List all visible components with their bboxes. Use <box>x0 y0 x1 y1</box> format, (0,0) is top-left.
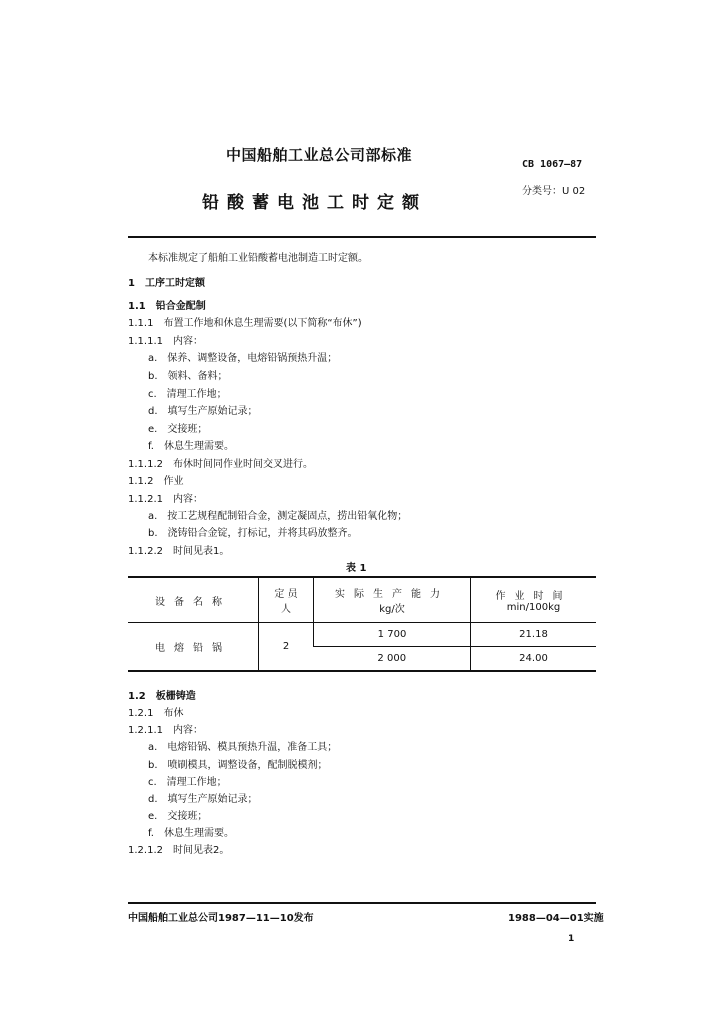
clause-1-2-1-1: 1.2.1.1 内容： <box>128 725 203 736</box>
list-item: b. 浇铸铅合金锭，打标记，并将其码放整齐。 <box>148 528 358 539</box>
clause-1-1-1-1: 1.1.1.1 内容： <box>128 336 203 347</box>
section-1-2-heading: 1.2 板栅铸造 <box>128 691 196 702</box>
crew-count: 2 <box>282 640 290 652</box>
effective-date: 1988—04—01实施 <box>508 913 604 924</box>
capacity-value: 2 000 <box>377 652 407 664</box>
work-time-value: 24.00 <box>519 652 548 664</box>
clause-1-2-1: 1.2.1 布休 <box>128 708 184 719</box>
clause-1-1-1: 1.1.1 布置工作地和休息生理需要(以下简称“布休”) <box>128 318 362 329</box>
capacity-value: 1 700 <box>377 629 407 640</box>
list-item: a. 电熔铅锅、模具预热升温，准备工具； <box>148 742 338 753</box>
list-item: f. 休息生理需要。 <box>148 441 234 452</box>
standard-code: CB 1067—87 <box>522 159 583 170</box>
equipment-name: 电熔铅锅 <box>155 642 231 654</box>
list-item: b. 喷刷模具，调整设备，配制脱模剂； <box>148 760 328 771</box>
work-time-value: 21.18 <box>519 629 548 640</box>
header-divider <box>128 236 596 238</box>
intro-text: 本标准规定了船舶工业铅酸蓄电池制造工时定额。 <box>148 253 368 264</box>
issuing-organization: 中国船舶工业总公司部标准 <box>226 146 413 164</box>
table-1-caption: 表 1 <box>346 563 367 574</box>
classification-number: 分类号：U 02 <box>522 186 586 197</box>
list-item: c. 清理工作地； <box>148 389 227 400</box>
list-item: a. 保养、调整设备，电熔铅锅预热升温； <box>148 353 338 364</box>
clause-1-1-2: 1.1.2 作业 <box>128 476 184 487</box>
header-crew: 定 员 <box>274 589 298 600</box>
table-1 <box>128 576 596 672</box>
header-work-time-unit: min/100kg <box>506 602 561 613</box>
header-work-time: 作业时间 <box>495 591 572 602</box>
clause-1-1-2-2: 1.1.2.2 时间见表1。 <box>128 546 230 557</box>
list-item: d. 填写生产原始记录； <box>148 406 258 417</box>
clause-1-1-1-2: 1.1.1.2 布休时间同作业时间交叉进行。 <box>128 459 313 470</box>
list-item: c. 清理工作地； <box>148 777 227 788</box>
list-item: f. 休息生理需要。 <box>148 828 234 839</box>
issue-date: 中国船舶工业总公司1987—11—10发布 <box>128 913 314 924</box>
list-item: d. 填写生产原始记录； <box>148 794 258 805</box>
header-equipment: 设备名称 <box>155 596 231 608</box>
clause-1-1-2-1: 1.1.2.1 内容： <box>128 494 203 505</box>
document-title: 铅酸蓄电池工时定额 <box>202 193 427 213</box>
list-item: a. 按工艺规程配制铅合金，测定凝固点，捞出铅氧化物； <box>148 511 408 522</box>
header-capacity: 实际生产能力 <box>335 589 449 600</box>
list-item: e. 交接班； <box>148 811 208 822</box>
list-item: e. 交接班； <box>148 424 208 435</box>
page-number: 1 <box>568 934 575 944</box>
clause-1-2-1-2: 1.2.1.2 时间见表2。 <box>128 845 230 856</box>
list-item: b. 领料、备料； <box>148 371 228 382</box>
header-capacity-unit: kg/次 <box>379 604 405 615</box>
footer-divider <box>128 902 596 904</box>
section-1-1-heading: 1.1 铅合金配制 <box>128 301 206 312</box>
header-crew-unit: 人 <box>281 604 291 615</box>
section-1-heading: 1 工序工时定额 <box>128 278 205 289</box>
